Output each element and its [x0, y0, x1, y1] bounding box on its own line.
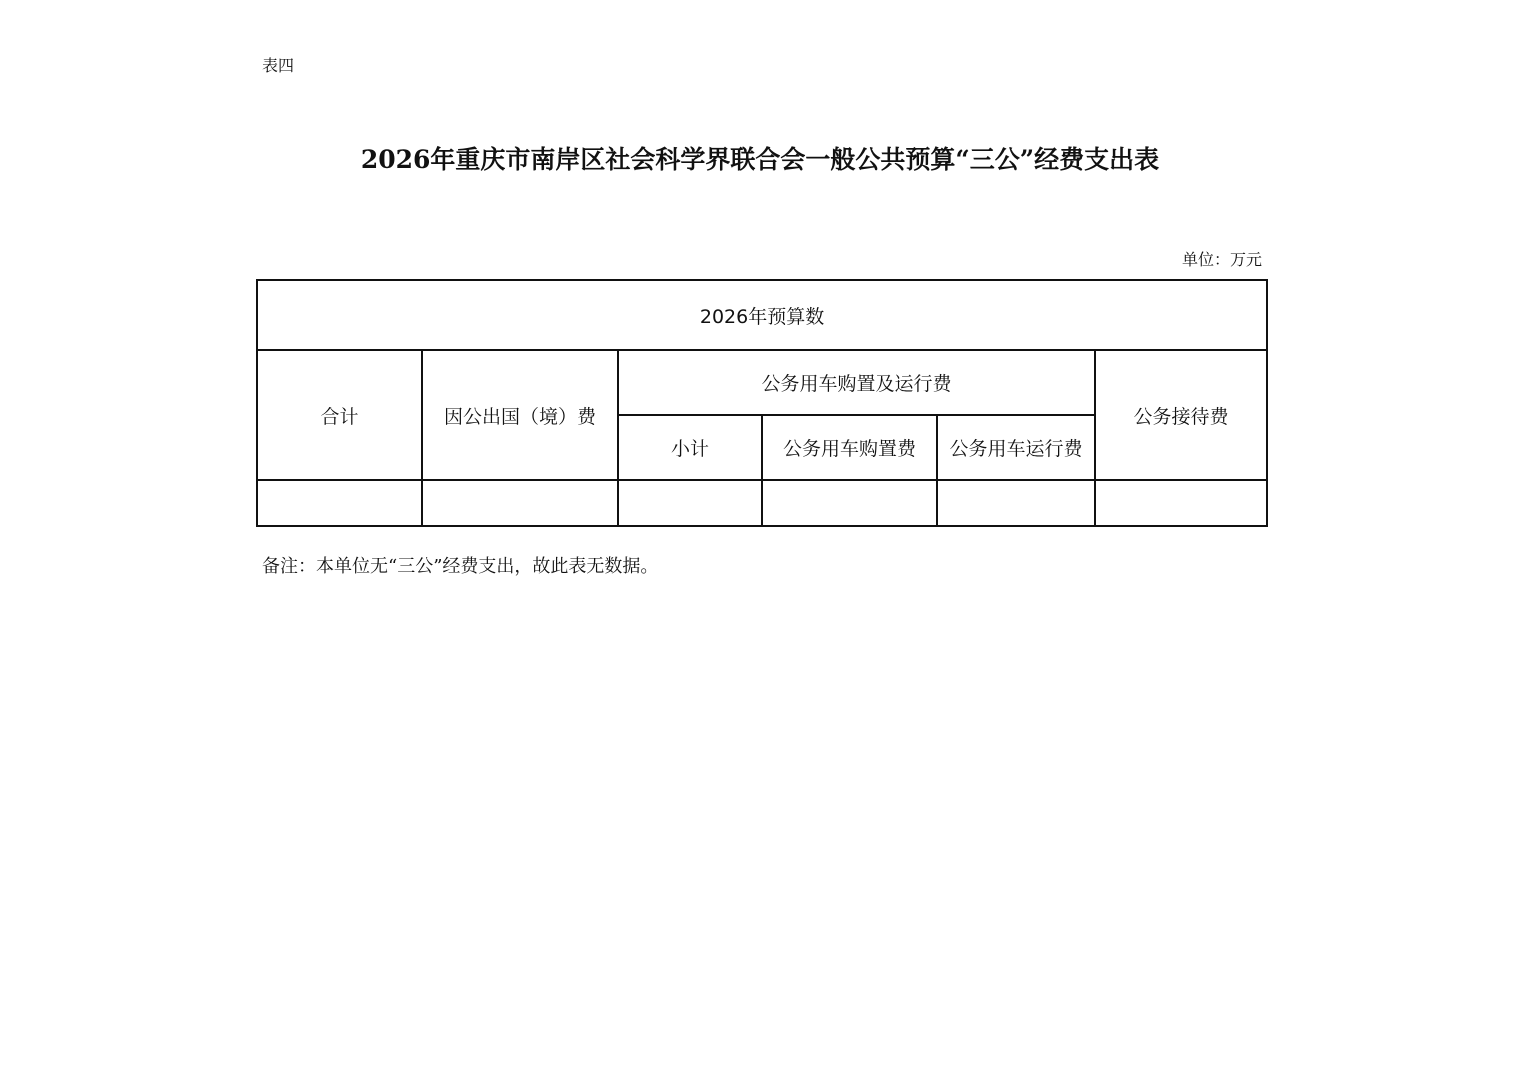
cell-vehicle-purchase — [762, 480, 937, 526]
cell-overseas-travel — [422, 480, 618, 526]
table-row — [257, 480, 1267, 526]
table-number-label: 表四 — [262, 56, 295, 75]
footnote: 备注：本单位无“三公”经费支出，故此表无数据。 — [262, 556, 659, 577]
cell-vehicle-subtotal — [618, 480, 762, 526]
header-vehicle-purchase: 公务用车购置费 — [762, 415, 937, 480]
unit-label: 单位：万元 — [1181, 250, 1262, 269]
header-vehicle-operation: 公务用车运行费 — [937, 415, 1095, 480]
year-budget-header: 2026年预算数 — [257, 280, 1267, 350]
header-total: 合计 — [257, 350, 422, 480]
header-reception: 公务接待费 — [1095, 350, 1267, 480]
cell-total — [257, 480, 422, 526]
header-vehicle-subtotal: 小计 — [618, 415, 762, 480]
cell-vehicle-operation — [937, 480, 1095, 526]
cell-reception — [1095, 480, 1267, 526]
page-title: 2026年重庆市南岸区社会科学界联合会一般公共预算“三公”经费支出表 — [360, 145, 1160, 174]
header-overseas-travel: 因公出国（境）费 — [422, 350, 618, 480]
table-row — [257, 350, 1267, 415]
table-row — [257, 280, 1267, 350]
three-public-expenses-table — [256, 279, 1268, 527]
header-vehicle-group: 公务用车购置及运行费 — [618, 350, 1095, 415]
